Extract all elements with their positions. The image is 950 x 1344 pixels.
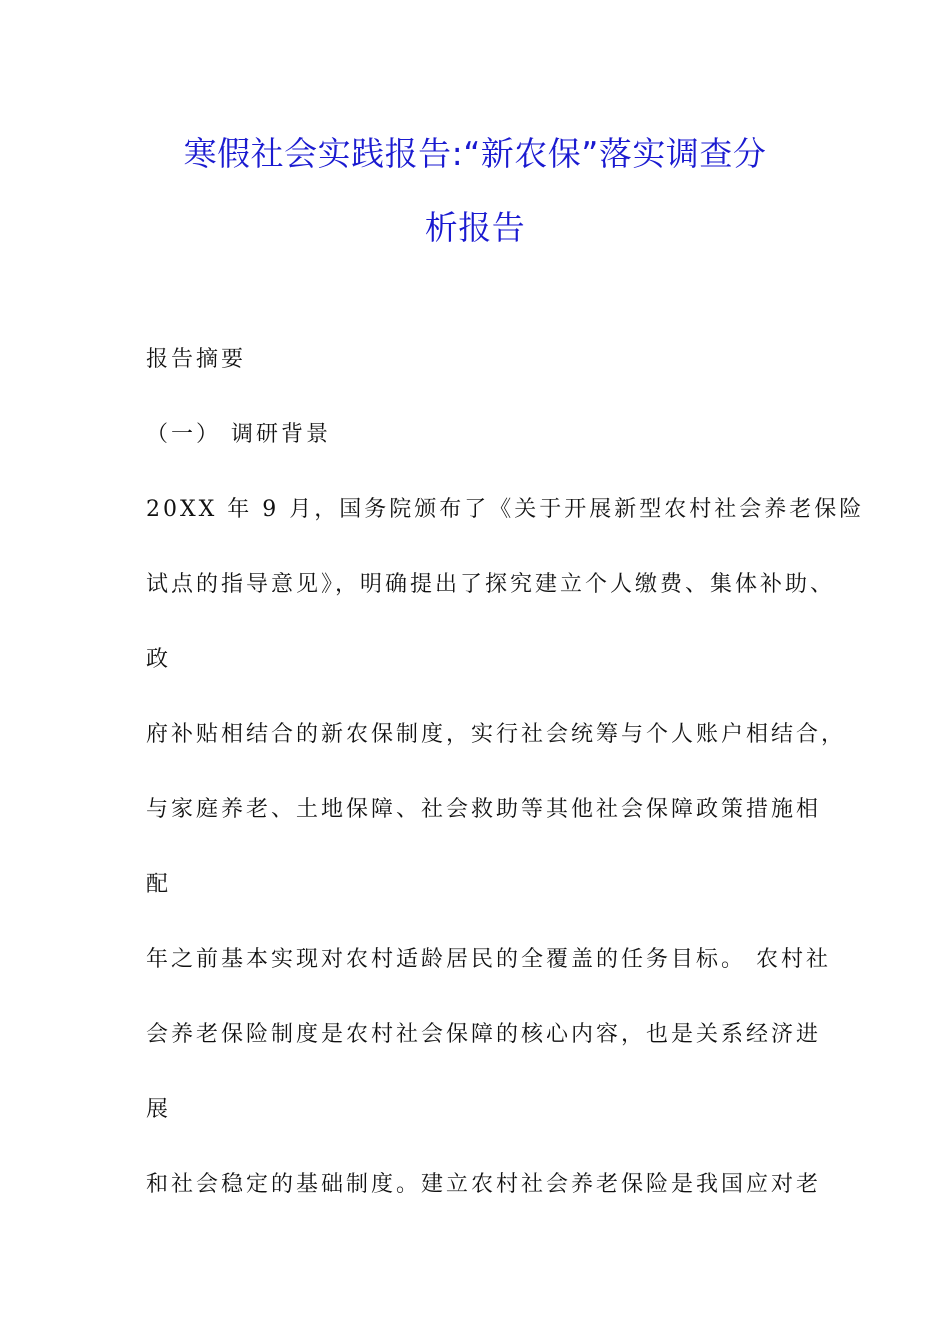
paragraph-line: 会养老保险制度是农村社会保障的核心内容，也是关系经济进 [146,1022,822,1047]
paragraph-line: 与家庭养老、土地保障、社会救助等其他社会保障政策措施相 [146,797,822,822]
paragraph-line: 政 [146,647,172,672]
paragraph-line: 和社会稳定的基础制度。建立农村社会养老保险是我国应对老 [146,1172,822,1197]
heading-report-summary: 报告摘要 [146,347,247,372]
document-title-line-2: 析报告 [424,208,526,247]
document-title-line-1: 寒假社会实践报告:“新农保”落实调查分 [183,134,767,173]
heading-research-background: （一） 调研背景 [146,422,331,447]
paragraph-line: 府补贴相结合的新农保制度，实行社会统筹与个人账户相结合， [146,722,847,747]
paragraph-line: 配 [146,872,172,897]
paragraph-line: 20XX 年 9 月，国务院颁布了《关于开展新型农村社会养老保险 [146,497,865,522]
paragraph-line: 试点的指导意见》，明确提出了探究建立个人缴费、集体补助、 [146,572,836,597]
paragraph-line: 展 [146,1097,172,1122]
paragraph-line: 年之前基本实现对农村适龄居民的全覆盖的任务目标。 农村社 [146,947,831,972]
